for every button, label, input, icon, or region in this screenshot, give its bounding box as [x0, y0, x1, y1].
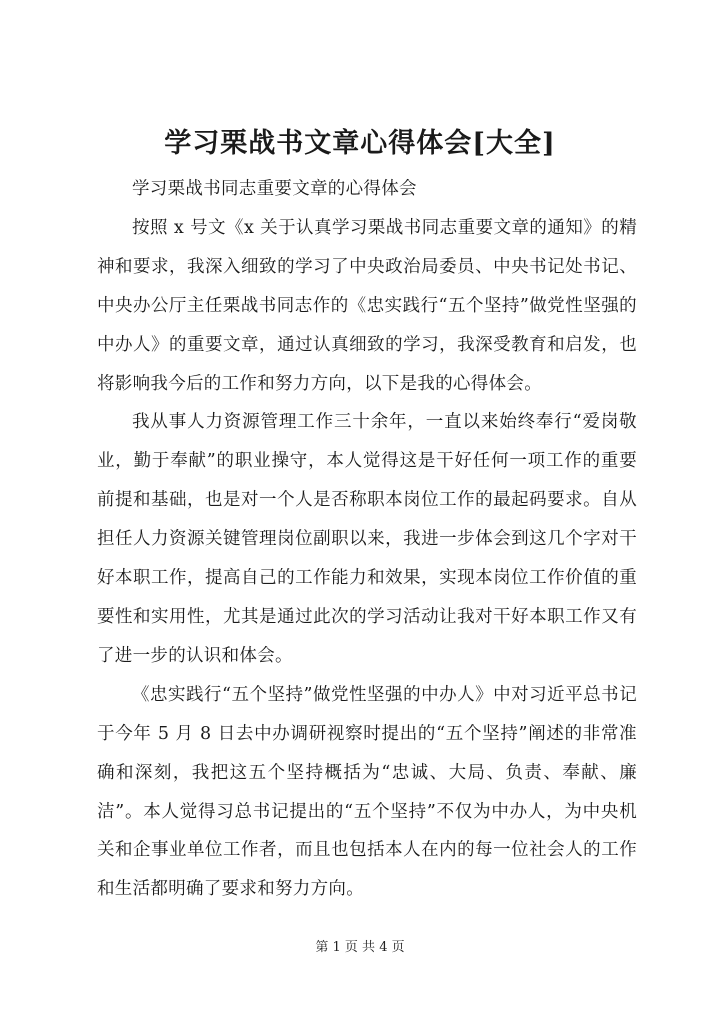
document-subtitle: 学习栗战书同志重要文章的心得体会 [132, 179, 417, 199]
document-body [97, 170, 637, 909]
paragraph-1: 按照 x 号文《x 关于认真学习栗战书同志重要文章的通知》的精神和要求，我深入细致的学习了中央政治局委员、中央书记处书记、中央办公厅主任栗战书同志作的《忠实践行“五个坚持”做党性坚强的中办人》的重要文章，通过认真细致的学习，我深受教育和启发，也将影响我今后的工作和努力方向，以下是我的心得体会。 [97, 217, 637, 394]
page-number: 第 1 页 共 4 页 [315, 940, 405, 955]
paragraph-3: 《忠实践行“五个坚持”做党性坚强的中办人》中对习近平总书记于今年 5 月 8 日去中办调研视察时提出的“五个坚持”阐述的非常准确和深刻，我把这五个坚持概括为“忠诚、大局、负责、奉献、廉洁”。本人觉得习总书记提出的“五个坚持”不仅为中办人，为中央机关和企事业单位工作者，而且也包括本人在内的每一位社会人的工作和生活都明确了要求和努力方向。 [97, 684, 637, 900]
paragraph-2: 我从事人力资源管理工作三十余年，一直以来始终奉行“爱岗敬业，勤于奉献”的职业操守，本人觉得这是干好任何一项工作的重要前提和基础，也是对一个人是否称职本岗位工作的最起码要求。自从担任人力资源关键管理岗位副职以来，我进一步体会到这几个字对干好本职工作，提高自己的工作能力和效果，实现本岗位工作价值的重要性和实用性，尤其是通过此次的学习活动让我对干好本职工作又有了进一步的认识和体会。 [97, 412, 637, 666]
document-title: 学习栗战书文章心得体会[大全] [164, 128, 556, 159]
